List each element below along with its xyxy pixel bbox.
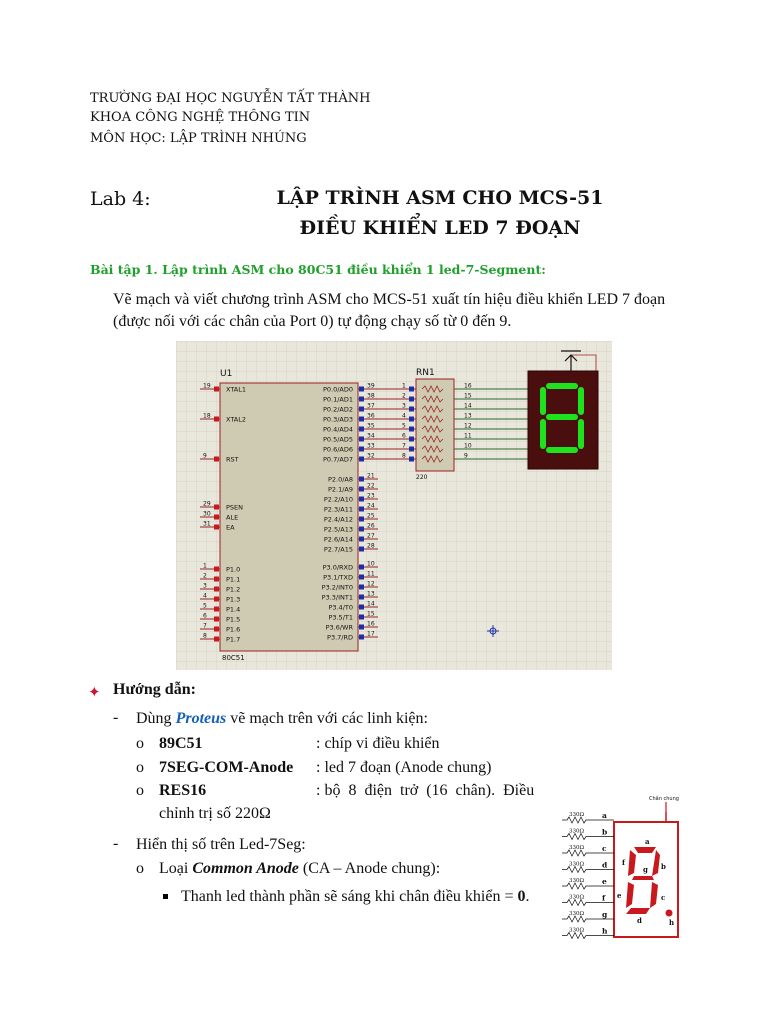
svg-text:12: 12 bbox=[367, 580, 375, 588]
svg-text:e: e bbox=[602, 877, 607, 886]
component-7seg: 7SEG-COM-Anode bbox=[159, 759, 294, 776]
seg-input-b bbox=[562, 828, 614, 840]
svg-text:9: 9 bbox=[464, 452, 468, 460]
lab-label: Lab 4: bbox=[90, 188, 151, 210]
component-res16-cont: chỉnh trị số 220Ω bbox=[159, 805, 271, 822]
svg-text:11: 11 bbox=[464, 432, 472, 440]
svg-text:26: 26 bbox=[367, 522, 375, 530]
svg-text:P0.7/AD7: P0.7/AD7 bbox=[322, 455, 353, 464]
svg-text:31: 31 bbox=[203, 520, 211, 528]
circuit-schematic bbox=[176, 341, 612, 670]
exercise-desc-line1: Vẽ mạch và viết chương trình ASM cho MCS-51 xuất tín hiệu điều khiển LED 7 đoạn bbox=[113, 291, 666, 308]
svg-text:8: 8 bbox=[402, 452, 406, 460]
svg-text:30: 30 bbox=[203, 510, 211, 518]
svg-text:1: 1 bbox=[402, 382, 406, 390]
svg-text:1: 1 bbox=[203, 562, 207, 570]
svg-text:22: 22 bbox=[367, 482, 375, 490]
use-suffix: vẽ mạch trên với các linh kiện: bbox=[226, 710, 428, 727]
bullet-o-4: o bbox=[136, 860, 144, 877]
svg-text:17: 17 bbox=[367, 630, 375, 638]
svg-text:3: 3 bbox=[203, 582, 207, 590]
svg-text:P2.3/A11: P2.3/A11 bbox=[323, 505, 353, 514]
svg-text:P0.4/AD4: P0.4/AD4 bbox=[322, 425, 353, 434]
svg-text:15: 15 bbox=[464, 392, 472, 400]
type-suffix: (CA – Anode chung): bbox=[298, 860, 441, 877]
svg-text:P1.7: P1.7 bbox=[226, 635, 241, 644]
svg-text:h: h bbox=[602, 926, 608, 936]
svg-text:P2.1/A9: P2.1/A9 bbox=[327, 485, 353, 494]
seg-input-e bbox=[562, 877, 614, 889]
svg-text:P3.2/INT0: P3.2/INT0 bbox=[321, 583, 353, 592]
svg-text:b: b bbox=[602, 827, 608, 837]
bullet-o-1: o bbox=[136, 735, 144, 752]
exercise-desc-line2: (được nối với các chân của Port 0) tự động chạy số từ 0 đến 9. bbox=[113, 313, 512, 330]
svg-text:P0.3/AD3: P0.3/AD3 bbox=[322, 415, 353, 424]
svg-text:32: 32 bbox=[367, 452, 375, 460]
type-prefix: Loại bbox=[159, 860, 193, 877]
svg-text:9: 9 bbox=[203, 452, 207, 460]
svg-text:330Ω: 330Ω bbox=[569, 828, 585, 835]
rn1-value: 220 bbox=[416, 474, 428, 481]
proteus-name: Proteus bbox=[175, 710, 227, 727]
rule-end: . bbox=[525, 888, 530, 905]
svg-text:EA: EA bbox=[226, 523, 235, 532]
svg-text:P3.6/WR: P3.6/WR bbox=[325, 623, 353, 632]
svg-text:36: 36 bbox=[367, 412, 375, 420]
svg-text:P3.1/TXD: P3.1/TXD bbox=[323, 573, 353, 582]
svg-text:P1.5: P1.5 bbox=[226, 615, 241, 624]
seg-input-d bbox=[562, 861, 614, 873]
type-bold: Common Anode bbox=[192, 860, 299, 877]
svg-text:P3.7/RD: P3.7/RD bbox=[327, 633, 353, 642]
seg-input-f bbox=[562, 894, 614, 906]
svg-text:P3.4/T0: P3.4/T0 bbox=[328, 603, 353, 612]
svg-text:P1.2: P1.2 bbox=[226, 585, 241, 594]
lab-title-line2: ĐIỀU KHIỂN LED 7 ĐOẠN bbox=[299, 217, 581, 239]
seg-label-b: b bbox=[661, 862, 666, 871]
svg-text:7: 7 bbox=[203, 622, 207, 630]
svg-text:34: 34 bbox=[367, 432, 375, 440]
svg-text:PSEN: PSEN bbox=[226, 503, 244, 512]
svg-text:P1.1: P1.1 bbox=[226, 575, 241, 584]
seg-input-g bbox=[562, 910, 614, 922]
svg-text:330Ω: 330Ω bbox=[569, 878, 585, 884]
bullet-o-3: o bbox=[136, 782, 144, 799]
svg-text:P3.0/RXD: P3.0/RXD bbox=[322, 563, 353, 572]
seg-label-h: h bbox=[669, 918, 675, 927]
svg-text:P2.2/A10: P2.2/A10 bbox=[323, 495, 353, 504]
svg-text:XTAL1: XTAL1 bbox=[226, 385, 247, 394]
svg-text:XTAL2: XTAL2 bbox=[226, 415, 247, 424]
school-name: TRƯỜNG ĐẠI HỌC NGUYỄN TẤT THÀNH bbox=[90, 91, 371, 106]
svg-text:f: f bbox=[602, 893, 606, 903]
svg-text:13: 13 bbox=[464, 412, 472, 420]
svg-text:P2.0/A8: P2.0/A8 bbox=[327, 475, 353, 484]
svg-text:P0.1/AD1: P0.1/AD1 bbox=[322, 395, 353, 404]
rule-line bbox=[181, 886, 530, 908]
component-7seg-desc: : led 7 đoạn (Anode chung) bbox=[316, 759, 492, 776]
faculty-name: KHOA CÔNG NGHỆ THÔNG TIN bbox=[90, 110, 311, 125]
svg-text:2: 2 bbox=[203, 572, 207, 580]
seg-label-f: f bbox=[622, 858, 626, 867]
seg-label-d: d bbox=[637, 916, 642, 925]
svg-text:P2.7/A15: P2.7/A15 bbox=[323, 545, 353, 554]
svg-text:25: 25 bbox=[367, 512, 375, 520]
svg-text:330Ω: 330Ω bbox=[569, 927, 585, 934]
svg-text:2: 2 bbox=[402, 392, 406, 400]
svg-text:35: 35 bbox=[367, 422, 375, 430]
svg-text:16: 16 bbox=[367, 620, 375, 628]
svg-text:21: 21 bbox=[367, 472, 375, 480]
svg-text:10: 10 bbox=[464, 442, 472, 450]
common-pin-label: Chân chung bbox=[649, 796, 679, 802]
svg-text:P1.6: P1.6 bbox=[226, 625, 241, 634]
svg-text:4: 4 bbox=[402, 412, 406, 420]
lab-title-line1: LẬP TRÌNH ASM CHO MCS-51 bbox=[276, 187, 604, 209]
svg-text:15: 15 bbox=[367, 610, 375, 618]
svg-text:12: 12 bbox=[464, 422, 472, 430]
svg-text:ALE: ALE bbox=[226, 513, 239, 522]
svg-text:5: 5 bbox=[203, 602, 207, 610]
svg-text:g: g bbox=[602, 910, 608, 919]
svg-text:P0.0/AD0: P0.0/AD0 bbox=[322, 385, 353, 394]
seven-seg-resistor-rows bbox=[562, 811, 614, 939]
svg-text:P1.3: P1.3 bbox=[226, 595, 241, 604]
svg-text:28: 28 bbox=[367, 542, 375, 550]
square-bullet-icon bbox=[163, 894, 168, 899]
guide-heading: Hướng dẫn: bbox=[113, 681, 196, 698]
svg-text:10: 10 bbox=[367, 560, 375, 568]
svg-text:P2.4/A12: P2.4/A12 bbox=[323, 515, 353, 524]
svg-text:P2.5/A13: P2.5/A13 bbox=[323, 525, 353, 534]
u1-label: U1 bbox=[220, 369, 233, 379]
seg-label-g: g bbox=[643, 865, 648, 874]
svg-text:13: 13 bbox=[367, 590, 375, 598]
svg-text:18: 18 bbox=[203, 412, 211, 420]
common-anode-line bbox=[159, 858, 440, 880]
seg-input-a bbox=[562, 811, 614, 823]
chip-name-label: 80C51 bbox=[222, 654, 245, 662]
resistor-network-body bbox=[416, 379, 454, 471]
rule-text: Thanh led thành phần sẽ sáng khi chân điều khiển = bbox=[181, 888, 518, 905]
component-89c51-desc: : chíp vi điều khiển bbox=[316, 735, 440, 752]
svg-text:P1.4: P1.4 bbox=[226, 605, 241, 614]
use-prefix: Dùng bbox=[136, 710, 176, 727]
component-res16-desc: : bộ 8 điện trở (16 chân). Điều bbox=[316, 782, 535, 799]
rule-value: 0 bbox=[517, 888, 526, 905]
dash-bullet: - bbox=[113, 709, 119, 726]
svg-text:a: a bbox=[602, 811, 607, 820]
svg-text:6: 6 bbox=[402, 432, 406, 440]
svg-text:c: c bbox=[602, 844, 607, 853]
svg-text:3: 3 bbox=[402, 402, 406, 410]
seven-seg-diagram bbox=[560, 792, 688, 942]
svg-text:P3.5/T1: P3.5/T1 bbox=[328, 613, 353, 622]
guide-use-line bbox=[136, 708, 428, 730]
svg-text:P0.5/AD5: P0.5/AD5 bbox=[322, 435, 353, 444]
dash-bullet-2: - bbox=[113, 835, 119, 852]
svg-text:P0.6/AD6: P0.6/AD6 bbox=[322, 445, 353, 454]
course-name: MÔN HỌC: LẬP TRÌNH NHÚNG bbox=[90, 131, 307, 146]
seg-label-e: e bbox=[617, 891, 622, 900]
svg-text:P1.0: P1.0 bbox=[226, 565, 241, 574]
svg-text:29: 29 bbox=[203, 500, 211, 508]
svg-text:330Ω: 330Ω bbox=[569, 911, 585, 917]
svg-text:23: 23 bbox=[367, 492, 375, 500]
svg-text:d: d bbox=[602, 860, 608, 870]
svg-text:330Ω: 330Ω bbox=[569, 894, 585, 901]
exercise-heading: Bài tập 1. Lập trình ASM cho 80C51 điều khiển 1 led-7-Segment: bbox=[90, 262, 546, 277]
svg-text:P2.6/A14: P2.6/A14 bbox=[323, 535, 353, 544]
component-89c51: 89C51 bbox=[159, 735, 203, 752]
svg-text:RST: RST bbox=[226, 455, 239, 464]
svg-text:5: 5 bbox=[402, 422, 406, 430]
display-heading: Hiển thị số trên Led-7Seg: bbox=[136, 836, 306, 853]
svg-text:4: 4 bbox=[203, 592, 207, 600]
bullet-o-2: o bbox=[136, 759, 144, 776]
svg-text:6: 6 bbox=[203, 612, 207, 620]
svg-text:330Ω: 330Ω bbox=[569, 812, 585, 818]
svg-text:24: 24 bbox=[367, 502, 375, 510]
seg-label-a: a bbox=[645, 837, 650, 846]
svg-text:7: 7 bbox=[402, 442, 406, 450]
svg-text:P0.2/AD2: P0.2/AD2 bbox=[322, 405, 353, 414]
guide-bullet-icon: ✦ bbox=[88, 683, 101, 701]
seg-input-h bbox=[562, 927, 614, 939]
svg-text:39: 39 bbox=[367, 382, 375, 390]
svg-text:37: 37 bbox=[367, 402, 375, 410]
svg-text:330Ω: 330Ω bbox=[569, 861, 585, 868]
svg-text:27: 27 bbox=[367, 532, 375, 540]
svg-text:14: 14 bbox=[367, 600, 375, 608]
svg-text:330Ω: 330Ω bbox=[569, 845, 585, 851]
svg-text:14: 14 bbox=[464, 402, 472, 410]
svg-text:8: 8 bbox=[203, 632, 207, 640]
svg-text:19: 19 bbox=[203, 382, 211, 390]
component-res16: RES16 bbox=[159, 782, 207, 799]
svg-text:P3.3/INT1: P3.3/INT1 bbox=[321, 593, 353, 602]
svg-text:33: 33 bbox=[367, 442, 375, 450]
svg-text:11: 11 bbox=[367, 570, 375, 578]
seg-label-c: c bbox=[661, 893, 666, 902]
seg-input-c bbox=[562, 844, 614, 856]
svg-text:38: 38 bbox=[367, 392, 375, 400]
svg-text:16: 16 bbox=[464, 382, 472, 390]
rn1-label: RN1 bbox=[416, 368, 435, 378]
